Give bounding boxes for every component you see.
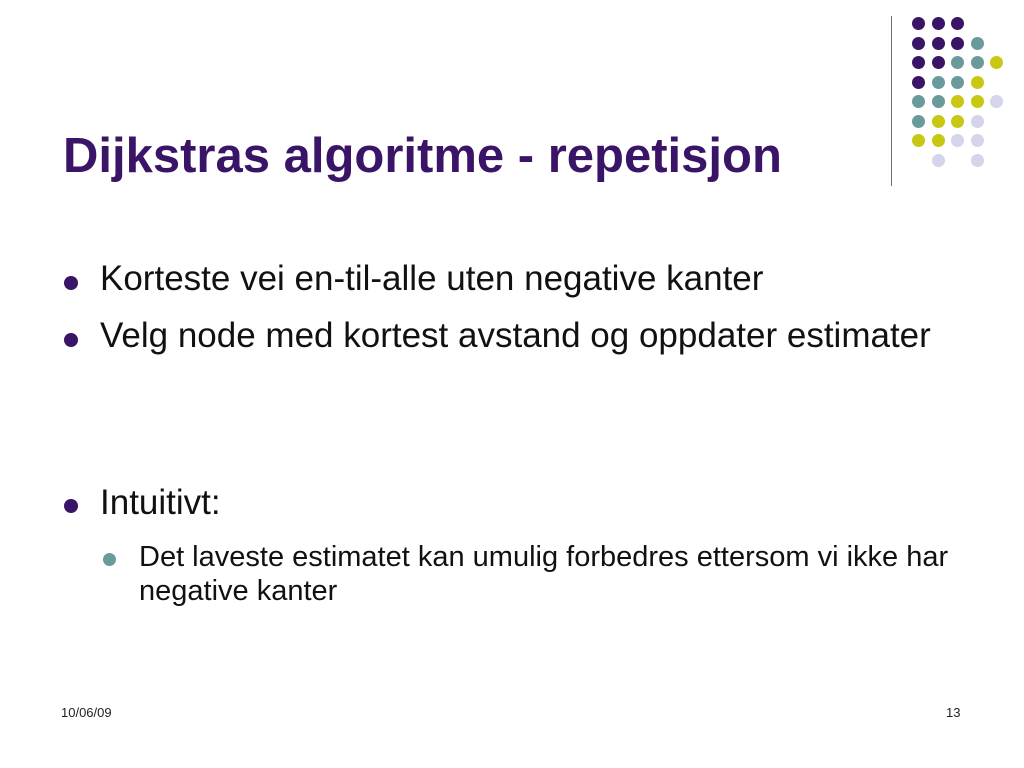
decorative-dot [990,95,1003,108]
footer-page-number: 13 [946,705,961,720]
bullet-text-2: Velg node med kortest avstand og oppdater estimater [100,316,931,355]
title-divider-line [891,16,892,186]
decorative-dot [971,76,984,89]
bullet-text-1: Korteste vei en-til-alle uten negative kanter [100,259,764,298]
decorative-dot [971,134,984,147]
decorative-dot [971,56,984,69]
bullet-marker-1 [64,276,78,290]
sub-bullet-text-1: Det laveste estimatet kan umulig forbedres ettersom vi ikke har negative kanter [139,541,949,607]
decorative-dot [932,56,945,69]
decorative-dot [932,95,945,108]
decorative-dot [912,56,925,69]
decorative-dot [932,115,945,128]
decorative-dot [951,76,964,89]
decorative-dot [932,76,945,89]
decorative-dot [912,76,925,89]
decorative-dot [951,17,964,30]
decorative-dot [990,56,1003,69]
slide-title: Dijkstras algoritme - repetisjon [63,129,782,183]
decorative-dot [932,17,945,30]
bullet-text-3: Intuitivt: [100,483,221,522]
bullet-marker-2 [64,333,78,347]
decorative-dot [912,134,925,147]
decorative-dot [971,115,984,128]
decorative-dot [932,37,945,50]
bullet-marker-3 [64,499,78,513]
decorative-dot [932,134,945,147]
decorative-dot [971,154,984,167]
decorative-dot [951,95,964,108]
decorative-dot [951,37,964,50]
decorative-dot [912,115,925,128]
decorative-dot [951,115,964,128]
decorative-dot [912,17,925,30]
decorative-dot [951,56,964,69]
decorative-dot [912,95,925,108]
decorative-dot [912,37,925,50]
decorative-dot [971,95,984,108]
footer-date: 10/06/09 [61,705,112,720]
sub-bullet-marker-1 [103,553,116,566]
decorative-dot [971,37,984,50]
decorative-dot [932,154,945,167]
decorative-dot [951,134,964,147]
